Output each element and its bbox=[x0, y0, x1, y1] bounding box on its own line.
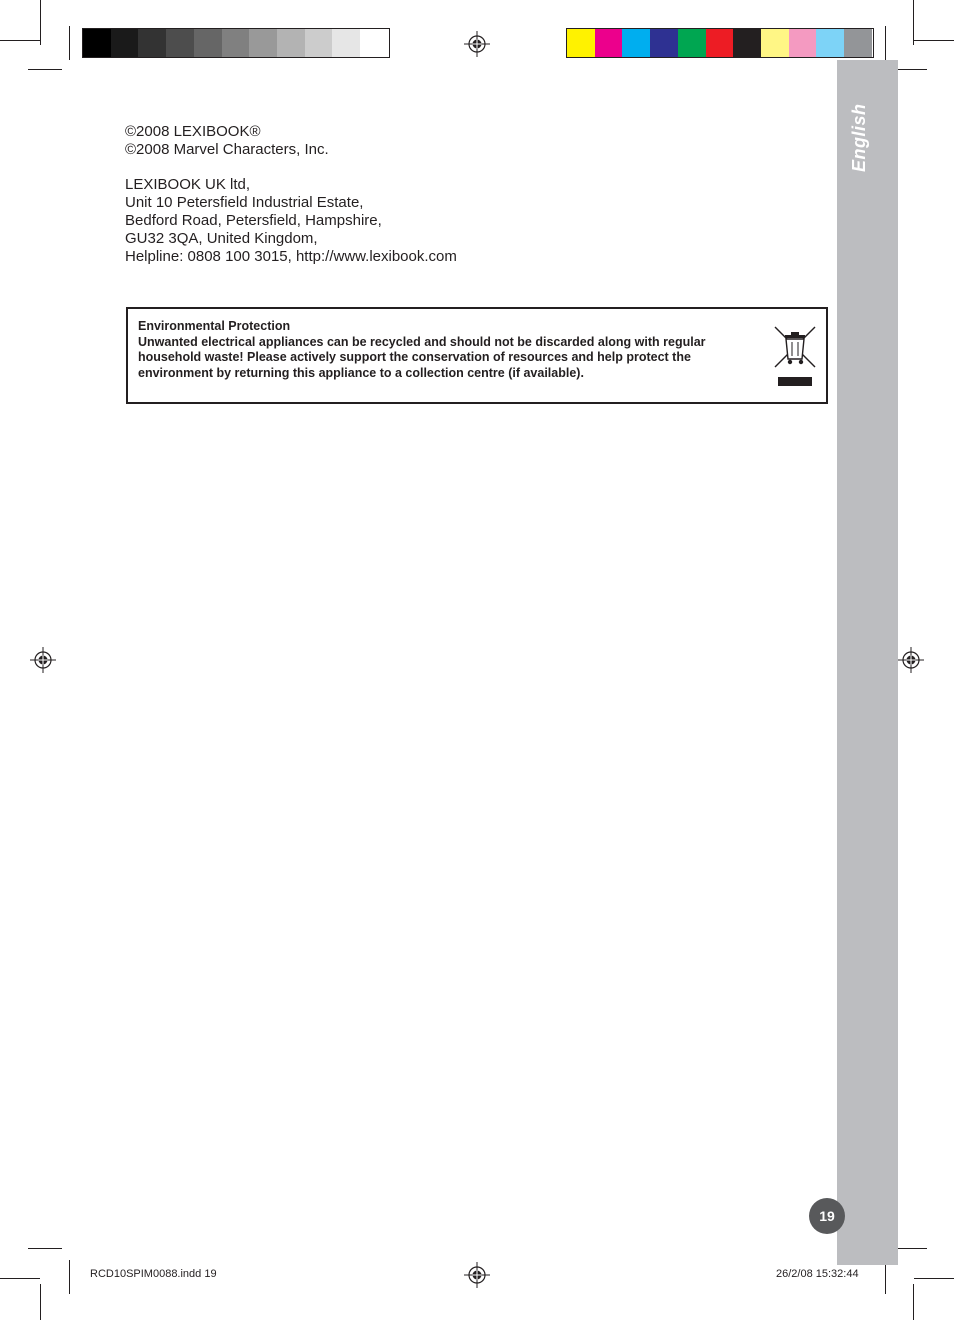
crop-mark bbox=[0, 40, 40, 41]
registration-mark-icon bbox=[464, 31, 490, 57]
environmental-title: Environmental Protection bbox=[138, 319, 291, 333]
crop-mark bbox=[913, 0, 914, 45]
address-line: Bedford Road, Petersfield, Hampshire, bbox=[125, 212, 382, 229]
crop-mark bbox=[885, 1260, 886, 1294]
crop-mark bbox=[40, 0, 41, 45]
color-swatch-frame bbox=[566, 28, 874, 58]
company-name: LEXIBOOK UK ltd, bbox=[125, 176, 251, 193]
address-line: GU32 3QA, United Kingdom, bbox=[125, 230, 318, 247]
registration-mark-icon bbox=[898, 647, 924, 673]
crop-mark bbox=[40, 1284, 41, 1320]
crop-mark bbox=[893, 1248, 927, 1249]
crop-mark bbox=[913, 1284, 914, 1320]
crop-mark bbox=[69, 1260, 70, 1294]
address-line: Unit 10 Petersfield Industrial Estate, bbox=[125, 194, 364, 211]
language-label: English bbox=[849, 103, 869, 172]
crossed-out-wheelie-bin-icon bbox=[774, 326, 816, 388]
crop-mark bbox=[28, 1248, 62, 1249]
slug-datetime: 26/2/08 15:32:44 bbox=[776, 1268, 859, 1280]
registration-mark-icon bbox=[30, 647, 56, 673]
crop-mark bbox=[885, 26, 886, 60]
environmental-body: Unwanted electrical appliances can be recycled and should not be discarded along with regular household waste! Please actively support the conservation of resources and help protect the environment by returning this appliance to a collection centre (if available). bbox=[138, 334, 706, 380]
copyright-marvel: ©2008 Marvel Characters, Inc. bbox=[125, 141, 329, 158]
helpline-line: Helpline: 0808 100 3015, http://www.lexibook.com bbox=[125, 248, 457, 265]
crop-mark bbox=[69, 26, 70, 60]
crop-mark bbox=[28, 69, 62, 70]
language-side-tab bbox=[837, 60, 898, 1265]
registration-mark-icon bbox=[464, 1262, 490, 1288]
environmental-protection-box bbox=[126, 307, 828, 404]
page-number-badge: 19 bbox=[809, 1198, 845, 1234]
gray-swatch-frame bbox=[82, 28, 390, 58]
crop-mark bbox=[914, 1278, 954, 1279]
slug-filename: RCD10SPIM0088.indd 19 bbox=[90, 1268, 217, 1280]
crop-mark bbox=[0, 1278, 40, 1279]
crop-mark bbox=[893, 69, 927, 70]
copyright-lexibook: ©2008 LEXIBOOK® bbox=[125, 123, 261, 140]
crop-mark bbox=[914, 40, 954, 41]
